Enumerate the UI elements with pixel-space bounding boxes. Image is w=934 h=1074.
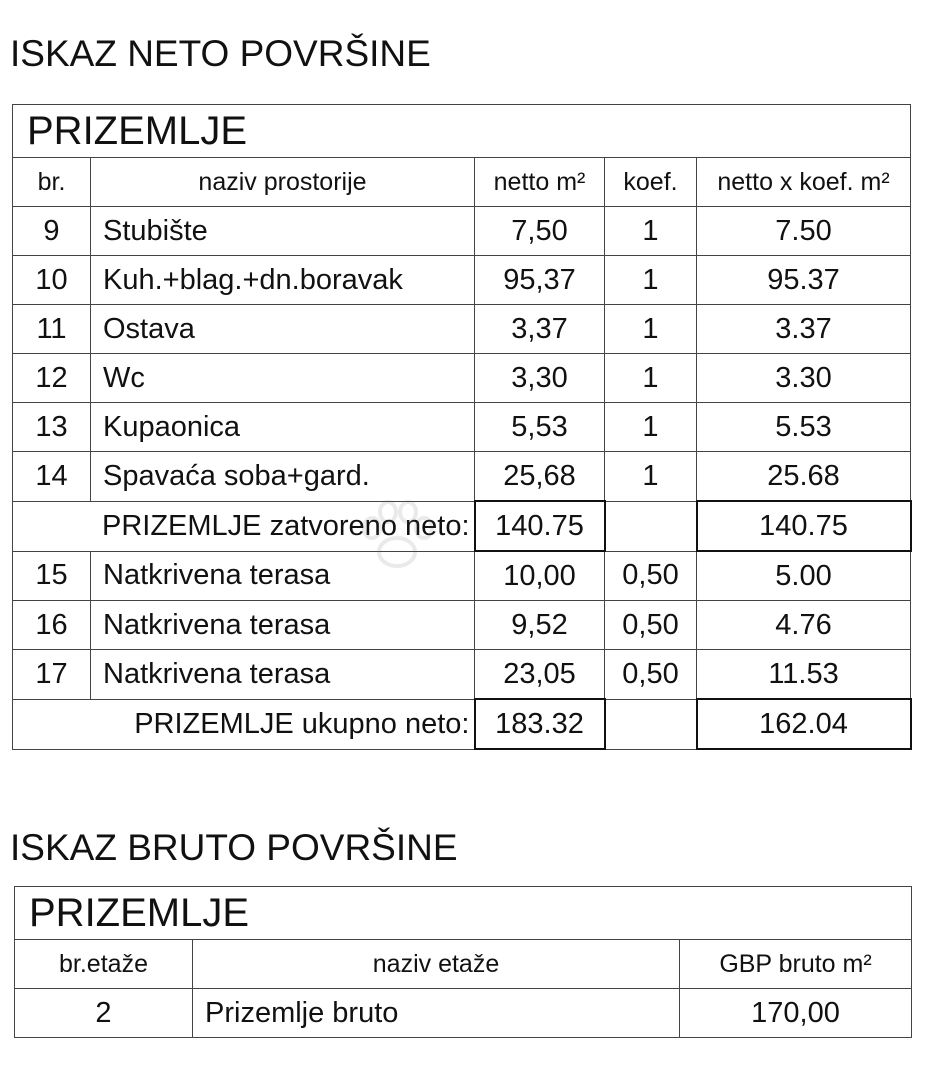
room-koef: 1	[605, 452, 697, 502]
room-name: Stubište	[91, 207, 475, 256]
room-koef: 0,50	[605, 551, 697, 601]
floor-name: Prizemlje bruto	[193, 989, 680, 1038]
room-netto: 9,52	[475, 601, 605, 650]
room-name: Natkrivena terasa	[91, 601, 475, 650]
room-koef: 1	[605, 207, 697, 256]
header-netto: netto m²	[475, 158, 605, 207]
total-result: 162.04	[697, 699, 911, 749]
room-netto: 10,00	[475, 551, 605, 601]
room-result: 25.68	[697, 452, 911, 502]
room-netto: 7,50	[475, 207, 605, 256]
room-number: 11	[13, 305, 91, 354]
header-naziv-etaze: naziv etaže	[193, 940, 680, 989]
total-label: PRIZEMLJE ukupno neto:	[13, 699, 475, 749]
table-row	[13, 354, 911, 403]
table-row	[13, 305, 911, 354]
subtotal-row	[13, 501, 911, 551]
room-result: 95.37	[697, 256, 911, 305]
room-result: 4.76	[697, 601, 911, 650]
table-row	[13, 551, 911, 601]
table-row	[13, 601, 911, 650]
room-name: Wc	[91, 354, 475, 403]
room-result: 3.30	[697, 354, 911, 403]
room-koef: 1	[605, 305, 697, 354]
room-result: 11.53	[697, 650, 911, 700]
room-netto: 25,68	[475, 452, 605, 502]
header-koef: koef.	[605, 158, 697, 207]
subtotal-label: PRIZEMLJE zatvoreno neto:	[13, 501, 475, 551]
table-row	[13, 650, 911, 700]
room-koef: 1	[605, 403, 697, 452]
room-koef: 0,50	[605, 601, 697, 650]
room-name: Kupaonica	[91, 403, 475, 452]
header-name: naziv prostorije	[91, 158, 475, 207]
header-br: br.	[13, 158, 91, 207]
header-gbp: GBP bruto m²	[680, 940, 912, 989]
subtotal-netto: 140.75	[475, 501, 605, 551]
table-title: PRIZEMLJE	[15, 887, 912, 940]
subtotal-result: 140.75	[697, 501, 911, 551]
subtotal-koef-empty	[605, 501, 697, 551]
gross-area-table	[14, 886, 912, 1038]
floor-number: 2	[15, 989, 193, 1038]
room-name: Ostava	[91, 305, 475, 354]
room-result: 5.53	[697, 403, 911, 452]
net-area-table	[12, 104, 912, 750]
table-title-row	[15, 887, 912, 940]
gross-area-heading: ISKAZ BRUTO POVRŠINE	[10, 827, 458, 868]
table-row	[13, 256, 911, 305]
header-br-etaze: br.etaže	[15, 940, 193, 989]
header-row	[15, 940, 912, 989]
floor-gbp: 170,00	[680, 989, 912, 1038]
table-row	[13, 452, 911, 502]
table-row	[13, 207, 911, 256]
room-number: 9	[13, 207, 91, 256]
total-row	[13, 699, 911, 749]
room-name: Natkrivena terasa	[91, 551, 475, 601]
room-netto: 23,05	[475, 650, 605, 700]
room-netto: 95,37	[475, 256, 605, 305]
header-row	[13, 158, 911, 207]
room-koef: 1	[605, 354, 697, 403]
room-number: 15	[13, 551, 91, 601]
room-number: 14	[13, 452, 91, 502]
room-number: 12	[13, 354, 91, 403]
room-number: 10	[13, 256, 91, 305]
room-result: 7.50	[697, 207, 911, 256]
room-result: 3.37	[697, 305, 911, 354]
room-koef: 0,50	[605, 650, 697, 700]
room-netto: 3,37	[475, 305, 605, 354]
table-row	[15, 989, 912, 1038]
total-netto: 183.32	[475, 699, 605, 749]
total-koef-empty	[605, 699, 697, 749]
room-netto: 5,53	[475, 403, 605, 452]
table-row	[13, 403, 911, 452]
room-name: Natkrivena terasa	[91, 650, 475, 700]
room-name: Spavaća soba+gard.	[91, 452, 475, 502]
room-name: Kuh.+blag.+dn.boravak	[91, 256, 475, 305]
net-area-heading: ISKAZ NETO POVRŠINE	[10, 33, 431, 74]
room-netto: 3,30	[475, 354, 605, 403]
room-number: 13	[13, 403, 91, 452]
header-result: netto x koef. m²	[697, 158, 911, 207]
room-number: 16	[13, 601, 91, 650]
room-number: 17	[13, 650, 91, 700]
table-title-row	[13, 105, 911, 158]
table-title: PRIZEMLJE	[13, 105, 911, 158]
room-koef: 1	[605, 256, 697, 305]
room-result: 5.00	[697, 551, 911, 601]
